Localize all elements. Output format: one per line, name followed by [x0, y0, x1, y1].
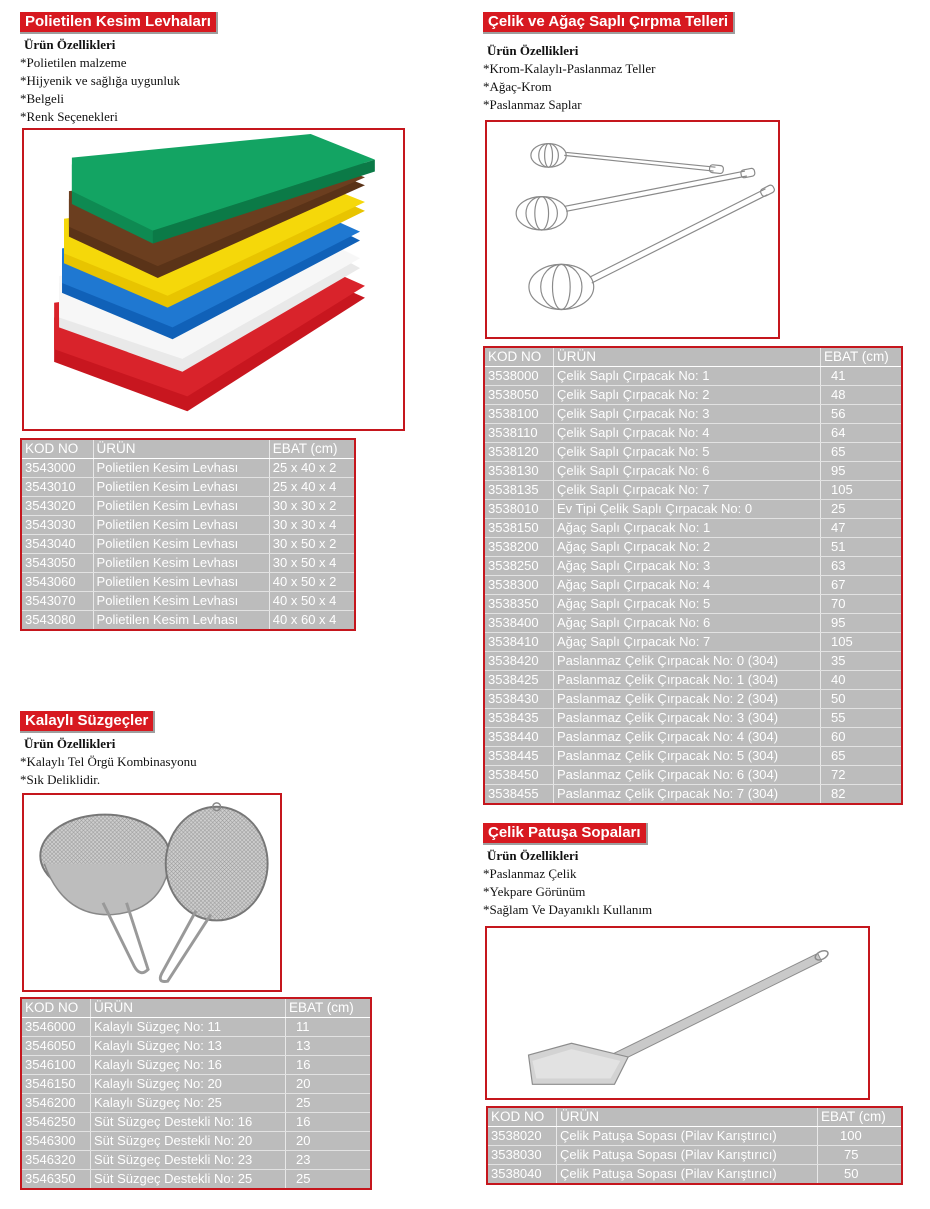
code-cell: 3546200 — [21, 1094, 91, 1113]
size-cell: 65 — [821, 747, 903, 766]
table-row — [484, 709, 902, 728]
code-cell: 3543070 — [21, 592, 93, 611]
feature-item: *Sağlam Ve Dayanıklı Kullanım — [483, 902, 653, 917]
strainers-section — [20, 711, 420, 789]
product-cell: Polietilen Kesim Levhası — [93, 459, 269, 478]
whisks-illustration — [487, 122, 778, 337]
feature-item: *Krom-Kalaylı-Paslanmaz Teller — [483, 61, 656, 76]
product-cell: Çelik Patuşa Sopası (Pilav Karıştırıcı) — [557, 1127, 818, 1146]
feature-item: *Yekpare Görünüm — [483, 884, 586, 899]
size-cell: 105 — [821, 481, 903, 500]
size-cell: 30 x 50 x 2 — [269, 535, 355, 554]
column-header: ÜRÜN — [93, 439, 269, 459]
size-cell: 50 — [821, 690, 903, 709]
product-cell: Ev Tipi Çelik Saplı Çırpacak No: 0 — [554, 500, 821, 519]
code-cell: 3538010 — [484, 500, 554, 519]
feature-item: *Polietilen malzeme — [20, 55, 127, 70]
cutting-boards-table — [20, 438, 356, 631]
whisks-title: Çelik ve Ağaç Saplı Çırpma Telleri — [483, 12, 735, 34]
code-cell: 3538030 — [487, 1146, 557, 1165]
table-header-row — [21, 439, 355, 459]
code-cell: 3538440 — [484, 728, 554, 747]
strainers-features — [20, 735, 420, 789]
table-row — [484, 595, 902, 614]
product-cell: Çelik Patuşa Sopası (Pilav Karıştırıcı) — [557, 1146, 818, 1165]
cutting-boards-photo — [22, 128, 405, 431]
code-cell: 3543030 — [21, 516, 93, 535]
column-header: KOD NO — [21, 439, 93, 459]
size-cell: 48 — [821, 386, 903, 405]
table-row — [484, 690, 902, 709]
size-cell: 30 x 30 x 4 — [269, 516, 355, 535]
table-row — [484, 538, 902, 557]
table-row — [484, 633, 902, 652]
paddle-illustration — [487, 928, 868, 1098]
column-header: KOD NO — [21, 998, 91, 1018]
column-header: EBAT (cm) — [269, 439, 355, 459]
feature-item: *Renk Seçenekleri — [20, 109, 118, 124]
product-cell: Polietilen Kesim Levhası — [93, 516, 269, 535]
table-header-row — [484, 347, 902, 367]
code-cell: 3546320 — [21, 1151, 91, 1170]
code-cell: 3543060 — [21, 573, 93, 592]
feature-item: *Ağaç-Krom — [483, 79, 552, 94]
size-cell: 67 — [821, 576, 903, 595]
product-cell: Polietilen Kesim Levhası — [93, 573, 269, 592]
size-cell: 23 — [286, 1151, 372, 1170]
product-cell: Polietilen Kesim Levhası — [93, 611, 269, 631]
size-cell: 35 — [821, 652, 903, 671]
code-cell: 3546250 — [21, 1113, 91, 1132]
table-row — [21, 1113, 371, 1132]
column-header: ÜRÜN — [91, 998, 286, 1018]
code-cell: 3543020 — [21, 497, 93, 516]
table-row — [21, 611, 355, 631]
whisks-photo — [485, 120, 780, 339]
code-cell: 3538110 — [484, 424, 554, 443]
product-cell: Çelik Saplı Çırpacak No: 4 — [554, 424, 821, 443]
table-row — [484, 500, 902, 519]
table-row — [21, 573, 355, 592]
size-cell: 55 — [821, 709, 903, 728]
code-cell: 3538040 — [487, 1165, 557, 1185]
code-cell: 3538000 — [484, 367, 554, 386]
paddles-features — [483, 847, 903, 919]
product-cell: Polietilen Kesim Levhası — [93, 497, 269, 516]
table-row — [484, 405, 902, 424]
product-cell: Paslanmaz Çelik Çırpacak No: 7 (304) — [554, 785, 821, 805]
size-cell: 20 — [286, 1132, 372, 1151]
feature-item: *Hijyenik ve sağlığa uygunluk — [20, 73, 180, 88]
column-header: ÜRÜN — [557, 1107, 818, 1127]
table-row — [21, 1094, 371, 1113]
paddles-section — [483, 823, 903, 919]
table-row — [487, 1146, 902, 1165]
size-cell: 95 — [821, 614, 903, 633]
product-cell: Süt Süzgeç Destekli No: 20 — [91, 1132, 286, 1151]
size-cell: 75 — [818, 1146, 903, 1165]
product-cell: Süt Süzgeç Destekli No: 16 — [91, 1113, 286, 1132]
table-row — [484, 728, 902, 747]
table-row — [21, 535, 355, 554]
size-cell: 56 — [821, 405, 903, 424]
column-header: EBAT (cm) — [818, 1107, 903, 1127]
table-row — [484, 386, 902, 405]
column-header: ÜRÜN — [554, 347, 821, 367]
product-cell: Kalaylı Süzgeç No: 16 — [91, 1056, 286, 1075]
size-cell: 63 — [821, 557, 903, 576]
code-cell: 3538100 — [484, 405, 554, 424]
table-row — [484, 519, 902, 538]
product-cell: Çelik Saplı Çırpacak No: 1 — [554, 367, 821, 386]
table-row — [484, 462, 902, 481]
table-row — [487, 1165, 902, 1185]
table-row — [21, 592, 355, 611]
size-cell: 50 — [818, 1165, 903, 1185]
code-cell: 3543000 — [21, 459, 93, 478]
table-header-row — [487, 1107, 902, 1127]
paddles-table — [486, 1106, 903, 1185]
product-cell: Ağaç Saplı Çırpacak No: 2 — [554, 538, 821, 557]
code-cell: 3538200 — [484, 538, 554, 557]
cutting-boards-section — [20, 12, 420, 126]
table-row — [21, 516, 355, 535]
table-row — [484, 367, 902, 386]
product-cell: Kalaylı Süzgeç No: 25 — [91, 1094, 286, 1113]
code-cell: 3538130 — [484, 462, 554, 481]
code-cell: 3538020 — [487, 1127, 557, 1146]
code-cell: 3538400 — [484, 614, 554, 633]
product-cell: Paslanmaz Çelik Çırpacak No: 0 (304) — [554, 652, 821, 671]
code-cell: 3538420 — [484, 652, 554, 671]
code-cell: 3546100 — [21, 1056, 91, 1075]
size-cell: 16 — [286, 1113, 372, 1132]
product-cell: Çelik Saplı Çırpacak No: 2 — [554, 386, 821, 405]
code-cell: 3543040 — [21, 535, 93, 554]
table-row — [484, 614, 902, 633]
size-cell: 51 — [821, 538, 903, 557]
table-row — [21, 1132, 371, 1151]
code-cell: 3538435 — [484, 709, 554, 728]
size-cell: 70 — [821, 595, 903, 614]
code-cell: 3538350 — [484, 595, 554, 614]
product-cell: Ağaç Saplı Çırpacak No: 7 — [554, 633, 821, 652]
paddles-photo — [485, 926, 870, 1100]
product-cell: Ağaç Saplı Çırpacak No: 5 — [554, 595, 821, 614]
product-cell: Kalaylı Süzgeç No: 20 — [91, 1075, 286, 1094]
product-cell: Kalaylı Süzgeç No: 13 — [91, 1037, 286, 1056]
product-cell: Ağaç Saplı Çırpacak No: 1 — [554, 519, 821, 538]
size-cell: 40 x 60 x 4 — [269, 611, 355, 631]
table-row — [484, 652, 902, 671]
code-cell: 3546300 — [21, 1132, 91, 1151]
product-cell: Çelik Patuşa Sopası (Pilav Karıştırıcı) — [557, 1165, 818, 1185]
size-cell: 100 — [818, 1127, 903, 1146]
code-cell: 3538300 — [484, 576, 554, 595]
size-cell: 25 — [286, 1170, 372, 1190]
product-cell: Paslanmaz Çelik Çırpacak No: 4 (304) — [554, 728, 821, 747]
features-heading: Ürün Özellikleri — [487, 43, 579, 58]
size-cell: 47 — [821, 519, 903, 538]
product-cell: Polietilen Kesim Levhası — [93, 478, 269, 497]
table-row — [484, 766, 902, 785]
product-cell: Çelik Saplı Çırpacak No: 6 — [554, 462, 821, 481]
size-cell: 11 — [286, 1018, 372, 1037]
feature-item: *Paslanmaz Çelik — [483, 866, 577, 881]
size-cell: 25 x 40 x 4 — [269, 478, 355, 497]
code-cell: 3538135 — [484, 481, 554, 500]
size-cell: 72 — [821, 766, 903, 785]
strainers-illustration — [24, 795, 280, 990]
column-header: KOD NO — [487, 1107, 557, 1127]
product-cell: Kalaylı Süzgeç No: 11 — [91, 1018, 286, 1037]
table-row — [484, 557, 902, 576]
cutting-boards-features — [20, 36, 420, 126]
features-heading: Ürün Özellikleri — [24, 37, 116, 52]
column-header: EBAT (cm) — [286, 998, 372, 1018]
table-row — [21, 1075, 371, 1094]
code-cell: 3546000 — [21, 1018, 91, 1037]
size-cell: 95 — [821, 462, 903, 481]
size-cell: 105 — [821, 633, 903, 652]
column-header: EBAT (cm) — [821, 347, 903, 367]
code-cell: 3538120 — [484, 443, 554, 462]
strainers-title: Kalaylı Süzgeçler — [20, 711, 155, 733]
table-row — [21, 1018, 371, 1037]
size-cell: 41 — [821, 367, 903, 386]
size-cell: 64 — [821, 424, 903, 443]
table-row — [484, 481, 902, 500]
size-cell: 40 x 50 x 2 — [269, 573, 355, 592]
product-cell: Paslanmaz Çelik Çırpacak No: 5 (304) — [554, 747, 821, 766]
size-cell: 13 — [286, 1037, 372, 1056]
product-cell: Ağaç Saplı Çırpacak No: 6 — [554, 614, 821, 633]
code-cell: 3538050 — [484, 386, 554, 405]
code-cell: 3538455 — [484, 785, 554, 805]
cutting-boards-title: Polietilen Kesim Levhaları — [20, 12, 218, 34]
size-cell: 60 — [821, 728, 903, 747]
table-row — [487, 1127, 902, 1146]
table-row — [21, 1056, 371, 1075]
whisks-section — [483, 12, 903, 114]
product-cell: Çelik Saplı Çırpacak No: 7 — [554, 481, 821, 500]
code-cell: 3546050 — [21, 1037, 91, 1056]
table-header-row — [21, 998, 371, 1018]
product-cell: Ağaç Saplı Çırpacak No: 3 — [554, 557, 821, 576]
table-row — [21, 1037, 371, 1056]
size-cell: 40 — [821, 671, 903, 690]
features-heading: Ürün Özellikleri — [487, 848, 579, 863]
size-cell: 30 x 50 x 4 — [269, 554, 355, 573]
product-cell: Polietilen Kesim Levhası — [93, 592, 269, 611]
table-row — [484, 747, 902, 766]
product-cell: Paslanmaz Çelik Çırpacak No: 3 (304) — [554, 709, 821, 728]
product-cell: Çelik Saplı Çırpacak No: 3 — [554, 405, 821, 424]
size-cell: 25 x 40 x 2 — [269, 459, 355, 478]
product-cell: Çelik Saplı Çırpacak No: 5 — [554, 443, 821, 462]
table-row — [21, 497, 355, 516]
table-row — [21, 478, 355, 497]
product-cell: Polietilen Kesim Levhası — [93, 554, 269, 573]
table-row — [21, 1170, 371, 1190]
product-cell: Polietilen Kesim Levhası — [93, 535, 269, 554]
features-heading: Ürün Özellikleri — [24, 736, 116, 751]
code-cell: 3538425 — [484, 671, 554, 690]
paddles-title: Çelik Patuşa Sopaları — [483, 823, 648, 845]
product-cell: Paslanmaz Çelik Çırpacak No: 1 (304) — [554, 671, 821, 690]
table-row — [21, 459, 355, 478]
size-cell: 40 x 50 x 4 — [269, 592, 355, 611]
table-row — [484, 424, 902, 443]
code-cell: 3543080 — [21, 611, 93, 631]
table-row — [21, 554, 355, 573]
code-cell: 3538445 — [484, 747, 554, 766]
code-cell: 3543010 — [21, 478, 93, 497]
product-cell: Ağaç Saplı Çırpacak No: 4 — [554, 576, 821, 595]
table-row — [484, 785, 902, 805]
code-cell: 3546350 — [21, 1170, 91, 1190]
size-cell: 82 — [821, 785, 903, 805]
size-cell: 25 — [286, 1094, 372, 1113]
strainers-table — [20, 997, 372, 1190]
whisks-features — [483, 42, 903, 114]
product-cell: Süt Süzgeç Destekli No: 25 — [91, 1170, 286, 1190]
code-cell: 3538150 — [484, 519, 554, 538]
size-cell: 20 — [286, 1075, 372, 1094]
code-cell: 3546150 — [21, 1075, 91, 1094]
code-cell: 3538250 — [484, 557, 554, 576]
code-cell: 3543050 — [21, 554, 93, 573]
size-cell: 16 — [286, 1056, 372, 1075]
product-cell: Paslanmaz Çelik Çırpacak No: 2 (304) — [554, 690, 821, 709]
feature-item: *Sık Deliklidir. — [20, 772, 101, 787]
feature-item: *Belgeli — [20, 91, 65, 106]
product-cell: Paslanmaz Çelik Çırpacak No: 6 (304) — [554, 766, 821, 785]
table-row — [484, 443, 902, 462]
strainers-photo — [22, 793, 282, 992]
feature-item: *Kalaylı Tel Örgü Kombinasyonu — [20, 754, 197, 769]
product-cell: Süt Süzgeç Destekli No: 23 — [91, 1151, 286, 1170]
code-cell: 3538410 — [484, 633, 554, 652]
size-cell: 65 — [821, 443, 903, 462]
cutting-boards-illustration — [24, 130, 403, 429]
column-header: KOD NO — [484, 347, 554, 367]
table-row — [484, 576, 902, 595]
size-cell: 25 — [821, 500, 903, 519]
whisks-table — [483, 346, 903, 805]
code-cell: 3538430 — [484, 690, 554, 709]
size-cell: 30 x 30 x 2 — [269, 497, 355, 516]
feature-item: *Paslanmaz Saplar — [483, 97, 582, 112]
table-row — [484, 671, 902, 690]
code-cell: 3538450 — [484, 766, 554, 785]
table-row — [21, 1151, 371, 1170]
